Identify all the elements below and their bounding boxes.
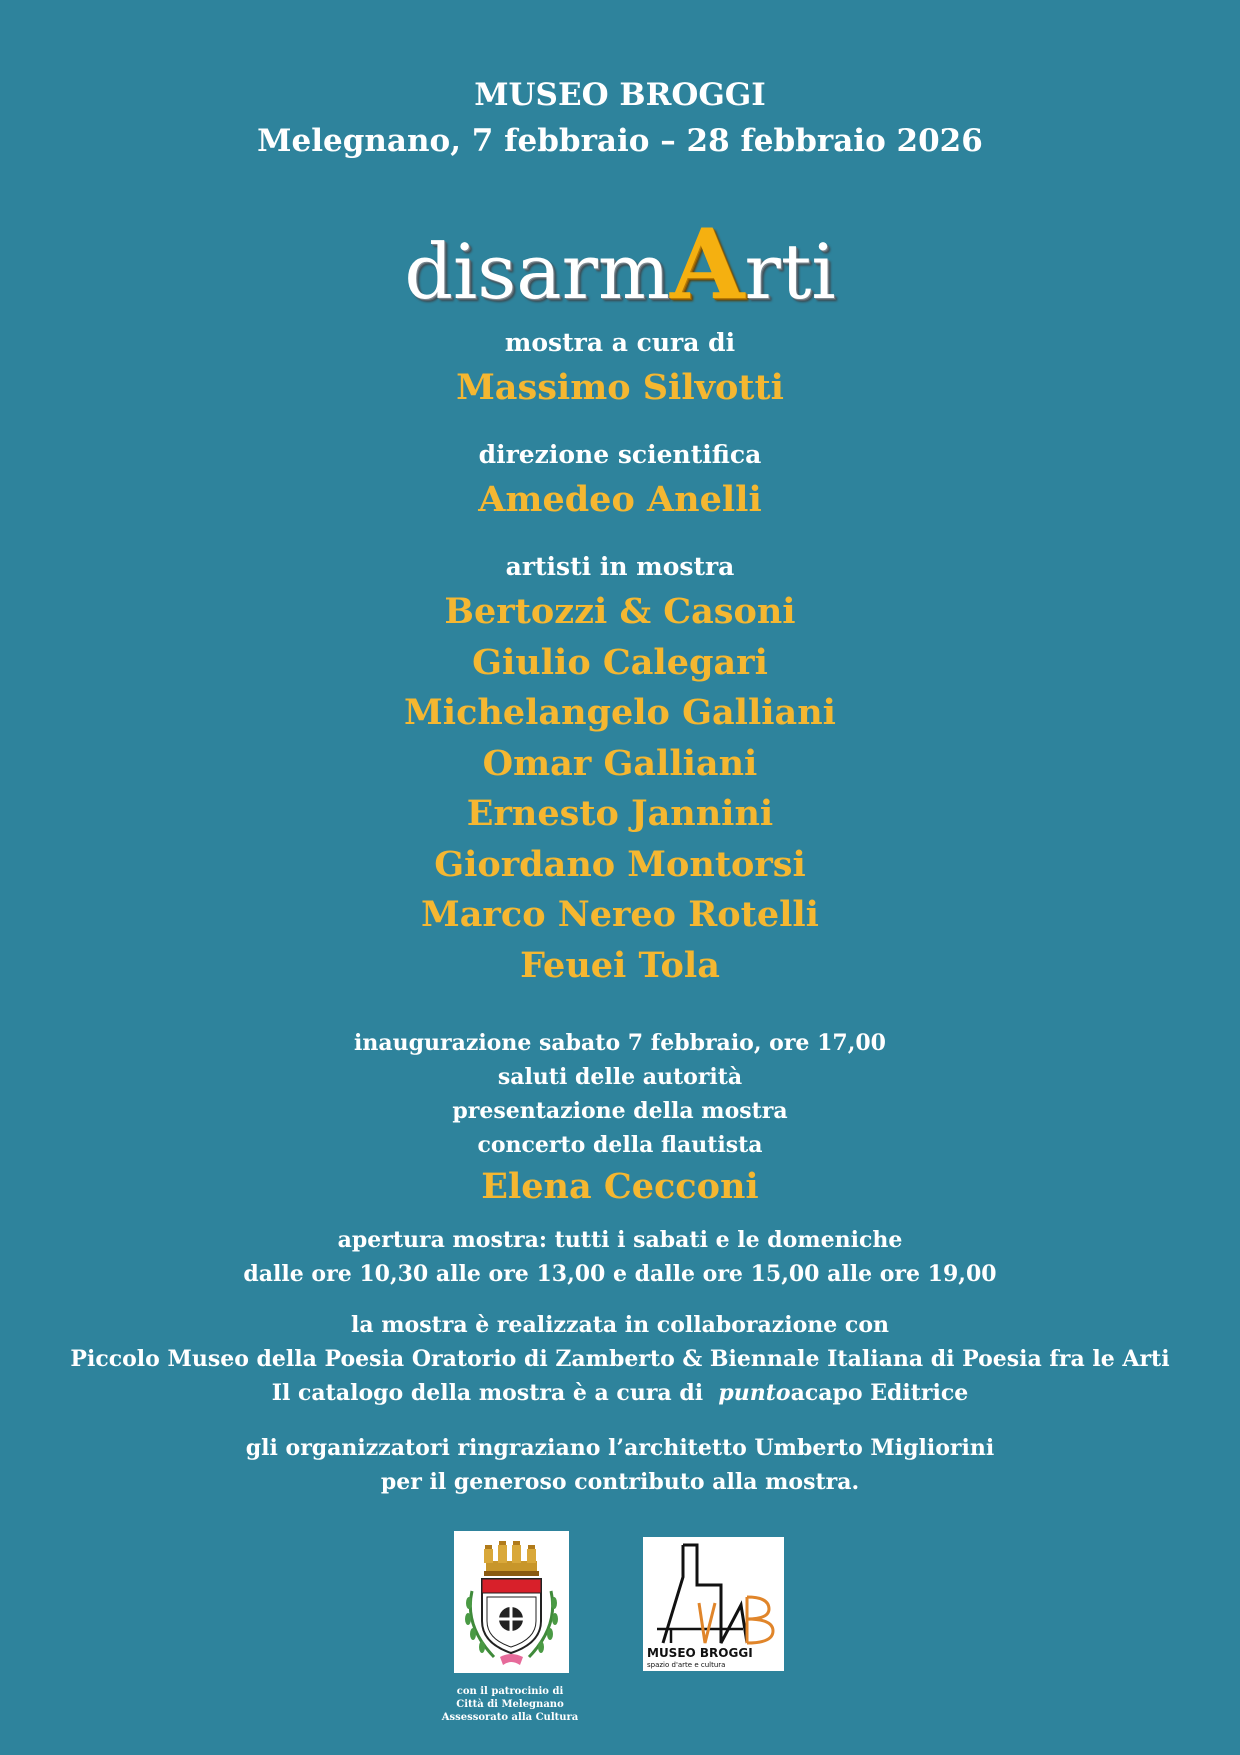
director-name: Amedeo Anelli [478,479,762,520]
museum-logo-name: MUSEO BROGGI [647,1646,753,1660]
melegnano-coat-of-arms-logo [454,1531,569,1673]
museo-broggi-logo [643,1537,784,1671]
exhibition-dates: Melegnano, 7 febbraio – 28 febbraio 2026 [257,123,983,159]
museum-logo-tagline: spazio d'arte e cultura [647,1661,726,1669]
opening-line: saluti delle autorità [497,1064,743,1090]
curator-name: Massimo Silvotti [456,367,784,408]
museum-name: MUSEO BROGGI [474,77,766,113]
collaboration-line-1: la mostra è realizzata in collaborazione con [350,1312,889,1338]
title-part-a: A [670,208,745,321]
curation-label: mostra a cura di [504,328,736,357]
patronage-credit [430,1685,590,1724]
museum-logo-icon [643,1537,784,1671]
publisher-punto: punto [718,1380,791,1406]
title-part-rti: rti [744,227,836,316]
artist-name: Feuei Tola [520,945,720,986]
coat-of-arms-icon [454,1531,569,1673]
artist-name: Michelangelo Galliani [404,692,836,733]
artist-name: Omar Galliani [482,743,758,784]
artist-name: Bertozzi & Casoni [444,591,796,632]
credit-line: Città di Melegnano [456,1699,564,1710]
direction-label: direzione scientifica [478,440,762,469]
credit-line: con il patrocinio di [456,1686,564,1697]
opening-line: concerto della flautista [477,1132,763,1158]
artist-name: Ernesto Jannini [466,793,774,834]
opening-line: inaugurazione sabato 7 febbraio, ore 17,00 [354,1030,886,1056]
hours-line-2: dalle ore 10,30 alle ore 13,00 e dalle ore 15,00 alle ore 19,00 [243,1261,997,1287]
publisher-acapo: acapo [790,1380,863,1406]
artist-name: Giulio Calegari [472,642,768,683]
thanks-line-1: gli organizzatori ringraziano l’architetto Umberto Migliorini [245,1435,995,1461]
collaboration-line-2: Piccolo Museo della Poesia Oratorio di Zamberto & Biennale Italiana di Poesia fra le Arti [70,1346,1170,1372]
exhibition-title [0,208,1240,321]
title-part-disarm: disarm [404,227,670,316]
publisher-editrice: Editrice [870,1380,969,1406]
artist-name: Giordano Montorsi [434,844,806,885]
opening-line: presentazione della mostra [452,1098,788,1124]
thanks-line-2: per il generoso contributo alla mostra. [380,1469,860,1495]
catalog-prefix: Il catalogo della mostra è a cura di [271,1380,704,1406]
artists-label: artisti in mostra [505,552,735,581]
performer-name: Elena Cecconi [481,1166,759,1207]
hours-line-1: apertura mostra: tutti i sabati e le domeniche [337,1227,903,1253]
artist-name: Marco Nereo Rotelli [421,894,819,935]
credit-line: Assessorato alla Cultura [441,1712,579,1723]
catalog-line [0,1380,1240,1406]
